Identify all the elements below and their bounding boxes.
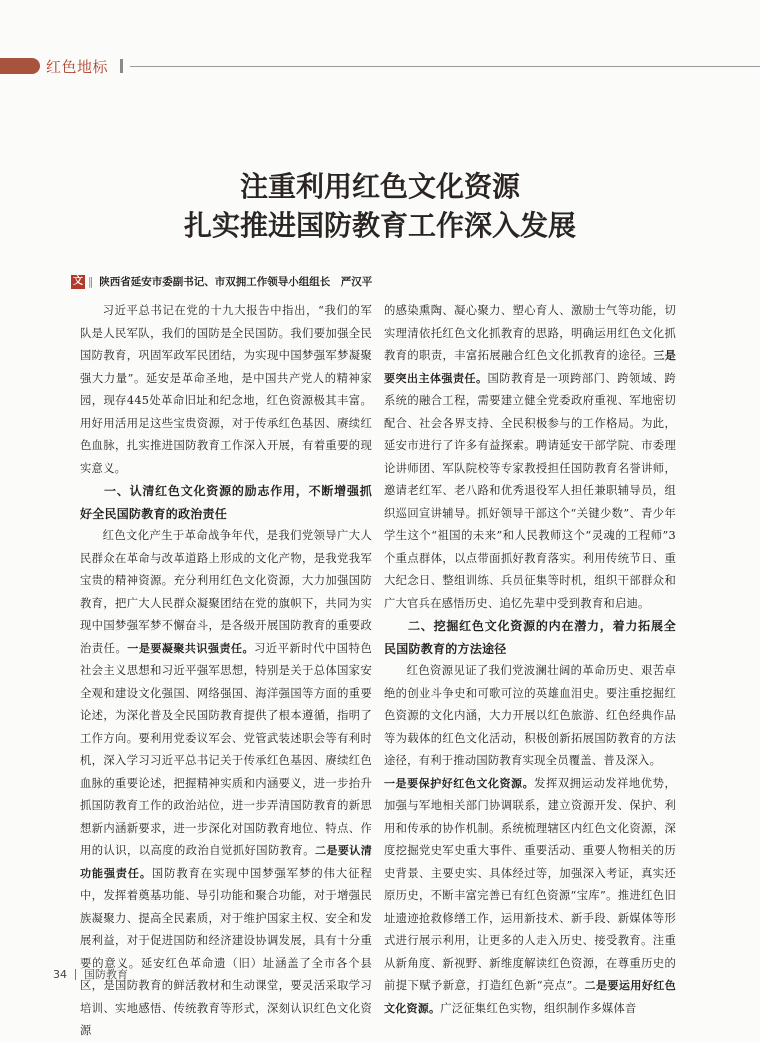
section-divider-mark bbox=[120, 59, 123, 73]
left-column bbox=[80, 300, 372, 1043]
article-title-line-2: 扎实推进国防教育工作深入发展 bbox=[183, 209, 576, 242]
paragraph: 红色资源见证了我们党波澜壮阔的革命历史、艰苦卓绝的创业斗争史和可歌可泣的英雄血泪史。要注重挖掘红色资源的文化内涵，大力开展以红色旅游、红色经典作品等为载体的红色文化活动，积极创新拓展国防教育的方法途径，有利于推动国防教育实现全员覆盖、普及深入。 bbox=[384, 664, 676, 767]
key-point: 一是要保护好红色文化资源。 bbox=[384, 776, 535, 790]
key-point: 一是要凝聚共识强责任。 bbox=[127, 641, 255, 655]
magazine-name: 国防教育 bbox=[84, 968, 128, 981]
paragraph-text: 习近平新时代中国特色社会主义思想和习近平强军思想，特别是关于总体国家安全观和建设文化强国、网络强国、海洋强国等方面的重要论述，为深化普及全民国防教育提供了根本遵循，指明了工作方向。要利用党委议军会、党管武装述职会等有利时机，深入学习习近平总书记关于传承红色基因、赓续红色血脉的重要论述，把握精神实质和内涵要义，进一步抬升抓国防教育工作的政治站位，进一步弄清国防教育的新思想新内涵新要求，进一步深化对国防教育地位、特点、作用的认识，以高度的政治自觉抓好国防教育。 bbox=[80, 641, 372, 857]
key-point: 二是要认清功能强责任。 bbox=[80, 844, 372, 880]
section-title: 红色地标 bbox=[46, 58, 109, 76]
paragraph bbox=[80, 525, 372, 1043]
paragraph-text: 国防教育在实现中国梦强军梦的伟大征程中，发挥着奠基功能、导引功能和聚合功能，对于增强民族凝聚力、提高全民素质，对于维护国家主权、安全和发展利益，对于促进国防和经济建设协调发展，具有十分重要的意义。延安红色革命遗（旧）址涵盖了全市各个县区，是国防教育的鲜活教材和生动课堂，要灵活采取学习培训、实地感悟、传统教育等形式，深刻认识红色文化资源 bbox=[80, 866, 372, 1037]
paragraph-text: 发挥双拥运动发祥地优势，加强与军地相关部门协调联系，建立资源开发、保护、利用和传承的协作机制。系统梳理辖区内红色文化资源，深度挖掘党史军史重大事件、重要活动、重要人物相关的历史背景、主要史实、具体经过等，加强深入考证，真实还原历史，不断丰富完善已有红色资源“宝库”。推进红色旧址遗迹抢救修缮工作，运用新技术、新手段、新媒体等形式进行展示利用，让更多的人走入历史、接受教育。注重从新角度、新视野、新维度解读红色资源，在尊重历史的前提下赋予新意，打造红色新“亮点”。 bbox=[384, 776, 676, 992]
key-point: 二是要运用好红色文化资源。 bbox=[384, 979, 676, 1015]
byline bbox=[71, 274, 372, 289]
paragraph-text: 红色文化产生于革命战争年代，是我们党领导广大人民群众在革命与改革道路上形成的文化产物，是我党我军宝贵的精神资源。充分利用红色文化资源，大力加强国防教育，把广大人民群众凝聚团结在党的旗帜下，共同为实现中国梦强军梦不懈奋斗，是各级开展国防教育的重要政治责任。 bbox=[80, 529, 372, 655]
paragraph-text: 广泛征集红色实物，组织制作多媒体音 bbox=[440, 1001, 637, 1015]
section-marker-bar bbox=[0, 58, 40, 74]
author-badge: 文 bbox=[73, 275, 83, 287]
right-column bbox=[384, 300, 676, 1020]
paragraph bbox=[384, 300, 676, 615]
byline-separator: ‖ bbox=[88, 275, 94, 288]
author-name: 陕西省延安市委副书记、市双拥工作领导小组组长 严汉平 bbox=[99, 276, 373, 288]
paragraph bbox=[384, 773, 676, 1021]
section-heading-1: 一、认清红色文化资源的励志作用，不断增强抓好全民国防教育的政治责任 bbox=[80, 484, 372, 521]
paragraph-text: 的感染熏陶、凝心聚力、塑心育人、激励士气等功能，切实理清依托红色文化抓教育的思路，明确运用红色文化抓教育的职责，丰富拓展融合红色文化抓教育的途径。 bbox=[384, 304, 676, 362]
paragraph-text: 国防教育是一项跨部门、跨领域、跨系统的融合工程，需要建立健全党委政府重视、军地密切配合、社会各界支持、全民积极参与的工作格局。为此，延安市进行了许多有益探索。聘请延安干部学院、市委理论讲师团、军队院校等专家教授担任国防教育名誉讲师，邀请老红军、老八路和优秀退役军人担任兼职辅导员，组织巡回宣讲辅导。抓好领导干部这个“关键少数”、青少年学生这个“祖国的未来”和人民教师这个“灵魂的工程师”3个重点群体，以点带面抓好教育落实。利用传统节日、重大纪念日、整组训练、兵员征集等时机，组织干部群众和广大官兵在感悟历史、追忆先辈中受到教育和启迪。 bbox=[384, 371, 676, 610]
section-heading-2: 二、挖掘红色文化资源的内在潜力，着力拓展全民国防教育的方法途径 bbox=[384, 619, 676, 656]
footer-divider bbox=[75, 969, 76, 980]
article-title-line-1: 注重利用红色文化资源 bbox=[239, 170, 520, 203]
page-number: 34 bbox=[53, 967, 67, 981]
paragraph: 习近平总书记在党的十九大报告中指出，“我们的军队是人民军队，我们的国防是全民国防。我们要加强全民国防教育，巩固军政军民团结，为实现中国梦强军梦凝聚强大力量”。延安是革命圣地，是中国共产党人的精神家园，现存445处革命旧址和纪念地，红色资源极其丰富。用好用活用足这些宝贵资源，对于传承红色基因、赓续红色血脉，扎实推进国防教育工作深入开展，有着重要的现实意义。 bbox=[80, 304, 372, 475]
header-rule bbox=[130, 66, 760, 67]
page-footer bbox=[53, 966, 128, 982]
key-point: 三是要突出主体强责任。 bbox=[384, 349, 676, 385]
